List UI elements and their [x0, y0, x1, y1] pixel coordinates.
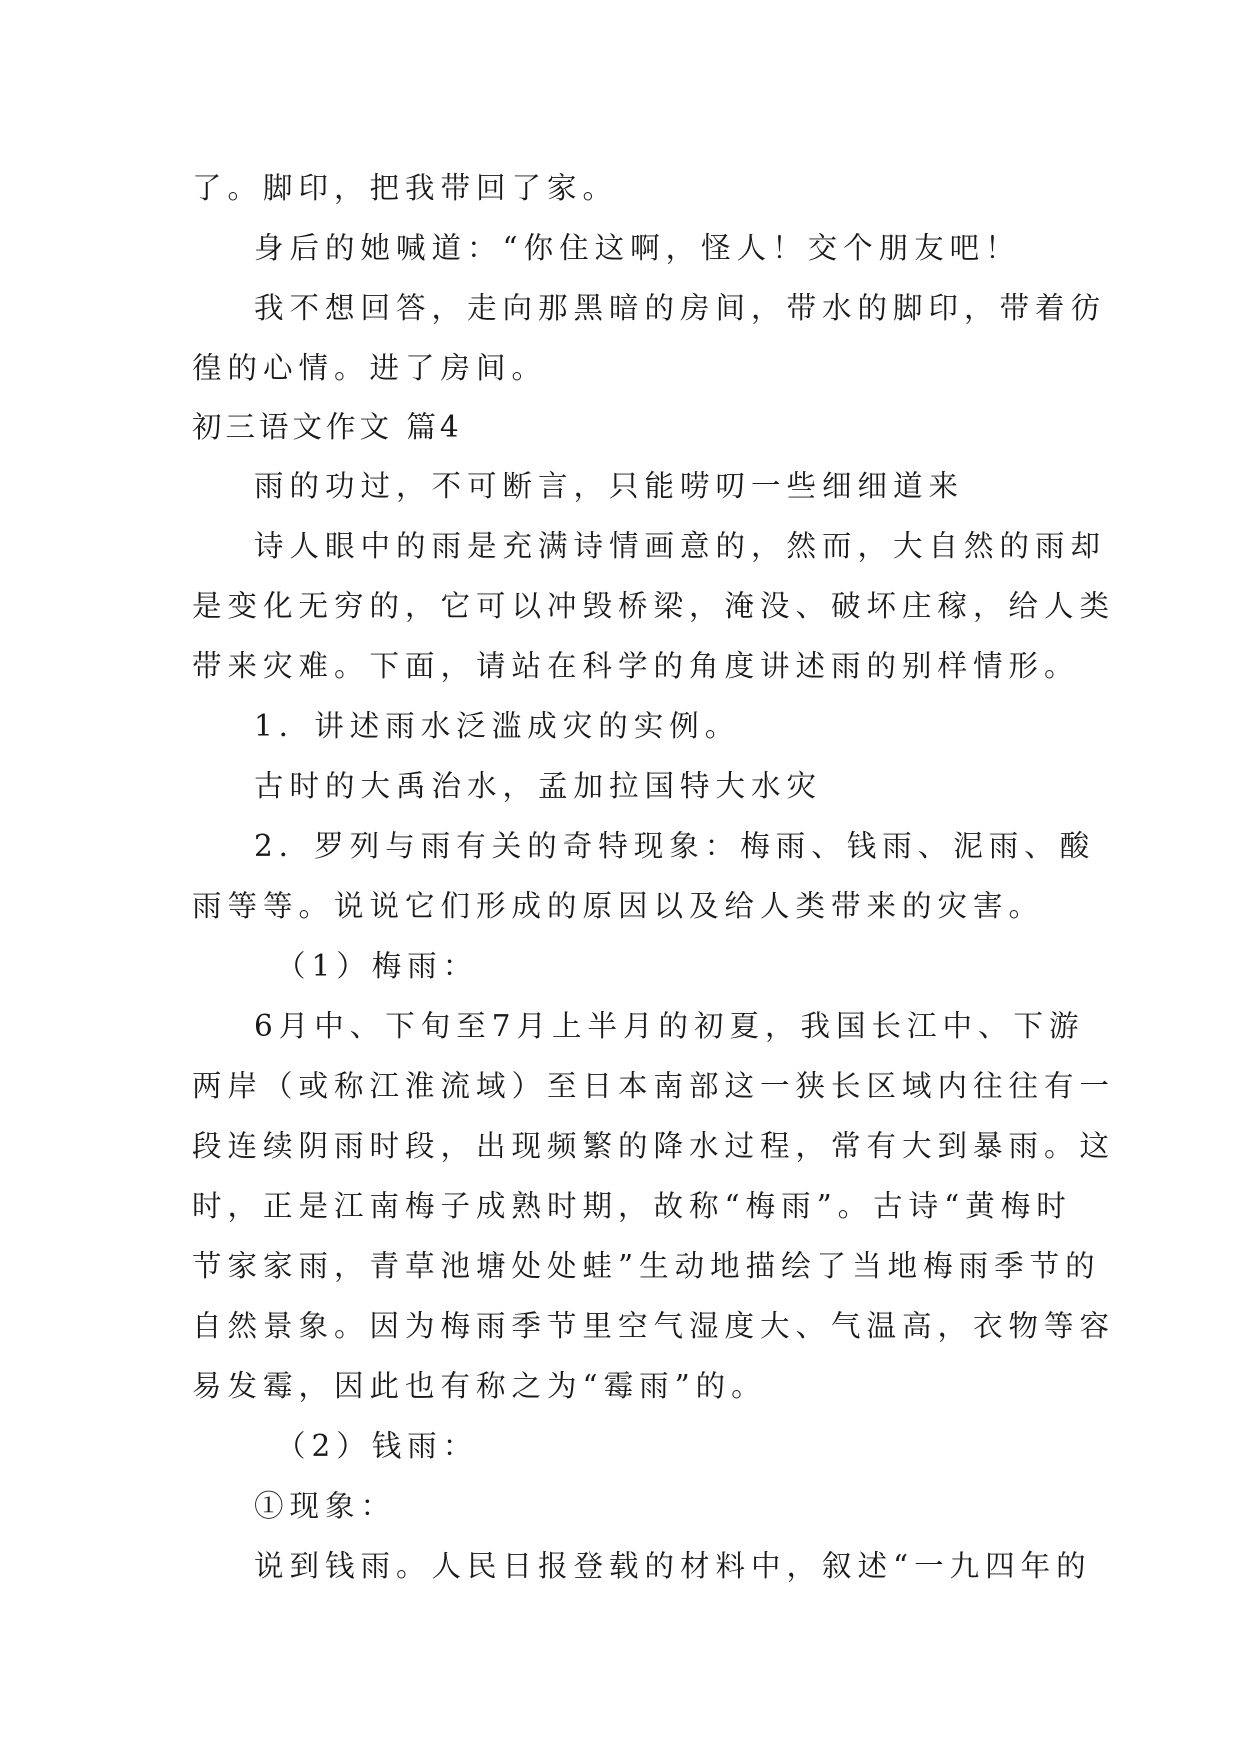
- paragraph-line: 时，正是江南梅子成熟时期，故称“梅雨”。古诗“黄梅时: [192, 1189, 1072, 1223]
- paragraph-line: 6月中、下旬至7月上半月的初夏，我国长江中、下游: [254, 1009, 1085, 1043]
- paragraph-line: 徨的心情。进了房间。: [192, 351, 548, 385]
- paragraph-line: 诗人眼中的雨是充满诗情画意的，然而，大自然的雨却: [254, 529, 1107, 563]
- section-heading: 初三语文作文 篇4: [192, 410, 463, 444]
- subheading: ①现象：: [254, 1489, 397, 1523]
- paragraph-line: 我不想回答，走向那黑暗的房间，带水的脚印，带着彷: [254, 291, 1107, 325]
- paragraph-line: 易发霉，因此也有称之为“霉雨”的。: [192, 1369, 767, 1403]
- paragraph-line: 自然景象。因为梅雨季节里空气湿度大、气温高，衣物等容: [192, 1309, 1116, 1343]
- document-body: [192, 158, 1116, 1596]
- paragraph-line: 两岸（或称江淮流域）至日本南部这一狭长区域内往往有一: [192, 1069, 1116, 1103]
- list-item: 2．罗列与雨有关的奇特现象：梅雨、钱雨、泥雨、酸: [254, 829, 1096, 863]
- paragraph-line: 节家家雨，青草池塘处处蛙”生动地描绘了当地梅雨季节的: [192, 1249, 1101, 1283]
- paragraph-line: 说到钱雨。人民日报登载的材料中，叙述“一九四年的: [254, 1549, 1092, 1583]
- paragraph-line: 段连续阴雨时段，出现频繁的降水过程，常有大到暴雨。这: [192, 1129, 1116, 1163]
- paragraph-line: 是变化无穷的，它可以冲毁桥梁，淹没、破坏庄稼，给人类: [192, 589, 1116, 623]
- paragraph-line: 雨的功过，不可断言，只能唠叨一些细细道来: [254, 469, 965, 503]
- list-item: 1．讲述雨水泛滥成灾的实例。: [254, 709, 741, 743]
- subheading: （1）梅雨：: [276, 949, 479, 983]
- paragraph-line: 了。脚印，把我带回了家。: [192, 171, 619, 205]
- paragraph-line: 雨等等。说说它们形成的原因以及给人类带来的灾害。: [192, 889, 1045, 923]
- subheading: （2）钱雨：: [276, 1429, 479, 1463]
- paragraph-line: 身后的她喊道：“你住这啊，怪人！交个朋友吧！: [254, 231, 1021, 265]
- paragraph-line: 古时的大禹治水，孟加拉国特大水灾: [254, 769, 823, 803]
- paragraph-line: 带来灾难。下面，请站在科学的角度讲述雨的别样情形。: [192, 649, 1080, 683]
